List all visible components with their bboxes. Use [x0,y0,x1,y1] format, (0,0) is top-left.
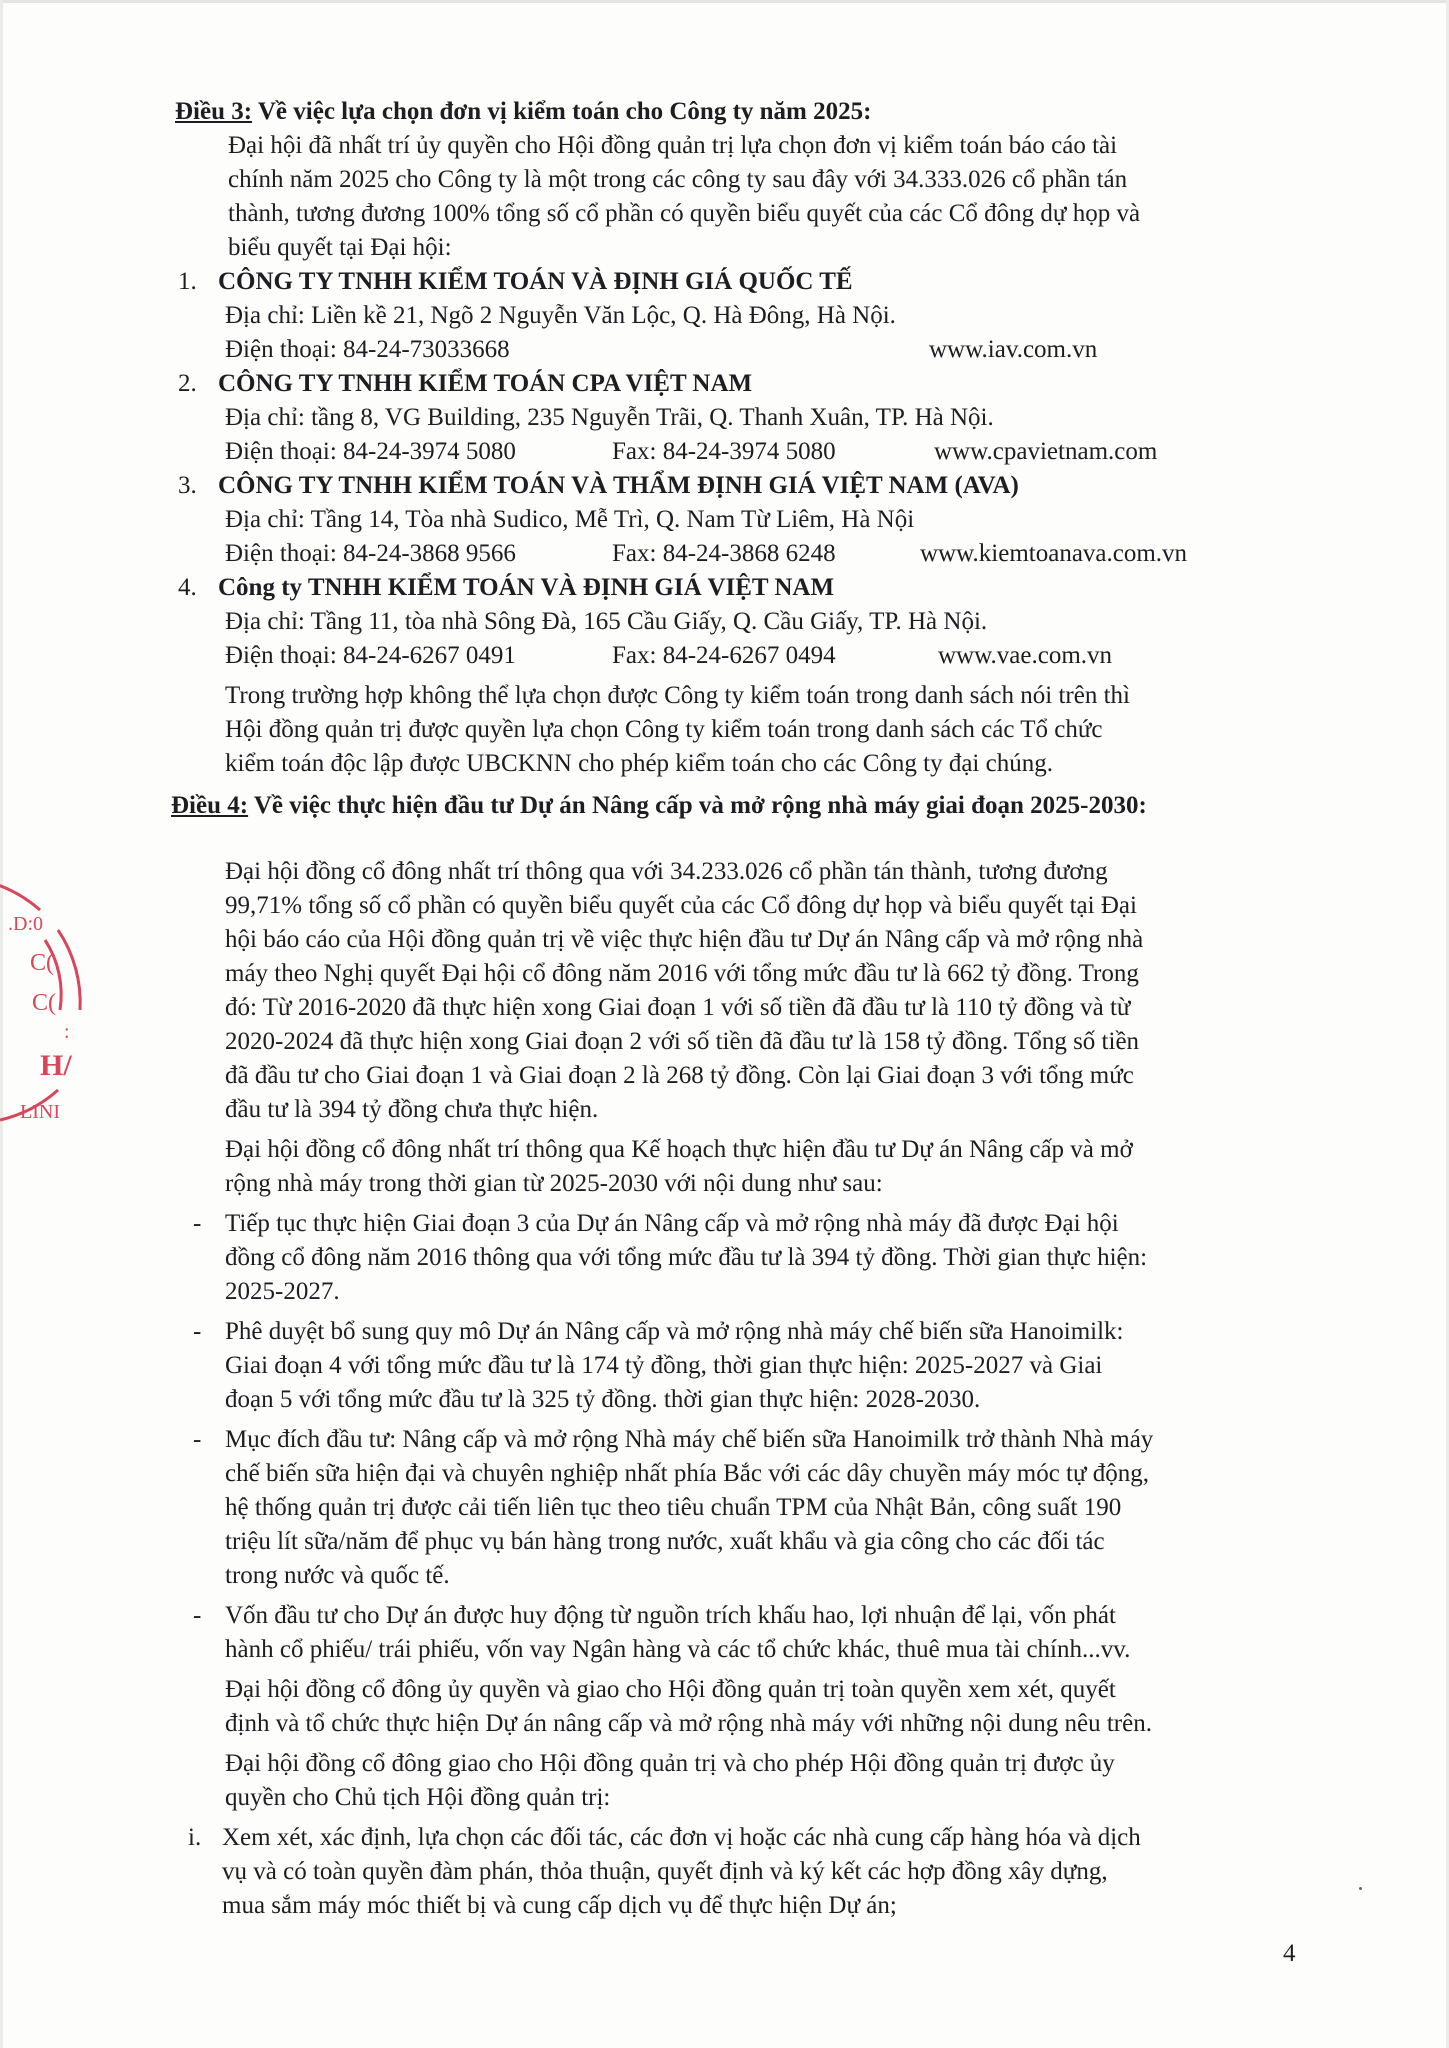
article-4-paragraph-line: Đại hội đồng cổ đông nhất trí thông qua Kế hoạch thực hiện đầu tư Dự án Nâng cấp và mở [225,1136,1133,1163]
article-4-heading [171,790,1147,822]
firm-number: 2. [178,370,197,397]
article-3-intro-line: biểu quyết tại Đại hội: [228,234,452,261]
firm-phone: Điện thoại: 84-24-6267 0491 [225,642,516,669]
bullet-line: Vốn đầu tư cho Dự án được huy động từ nguồn trích khấu hao, lợi nhuận để lại, vốn phát [225,1602,1116,1629]
firm-phone: Điện thoại: 84-24-3868 9566 [225,540,516,567]
scan-speck [1359,1887,1362,1890]
bullet-marker: - [193,1426,202,1453]
firm-address: Địa chỉ: tầng 8, VG Building, 235 Nguyễn Trãi, Q. Thanh Xuân, TP. Hà Nội. [225,404,994,431]
firm-address: Địa chỉ: Tầng 14, Tòa nhà Sudico, Mễ Trì, Q. Nam Từ Liêm, Hà Nội [225,506,915,533]
item-i-line: mua sắm máy móc thiết bị và cung cấp dịch vụ để thực hiện Dự án; [222,1892,897,1919]
svg-text::: : [64,1021,70,1043]
firm-address: Địa chỉ: Liền kề 21, Ngõ 2 Nguyễn Văn Lộc, Q. Hà Đông, Hà Nội. [225,302,896,329]
svg-text:LINI: LINI [20,1101,60,1123]
bullet-line: 2025-2027. [225,1278,340,1305]
firm-number: 3. [178,472,197,499]
scan-edge-top [0,0,1449,3]
article-3-title: Về việc lựa chọn đơn vị kiểm toán cho Công ty năm 2025: [252,98,872,125]
article-3-intro-line: Đại hội đã nhất trí ủy quyền cho Hội đồng quản trị lựa chọn đơn vị kiểm toán báo cáo tài [228,132,1118,159]
firm-phone: Điện thoại: 84-24-73033668 [225,336,510,363]
bullet-marker: - [193,1602,202,1629]
firm-fax: Fax: 84-24-6267 0494 [612,642,836,669]
firm-number: 1. [178,268,197,295]
bullet-marker: - [193,1210,202,1237]
article-3-intro-line: chính năm 2025 cho Công ty là một trong các công ty sau đây với 34.333.026 cổ phần tán [228,166,1128,193]
bullet-line: trong nước và quốc tế. [225,1562,450,1589]
article-4-paragraph-line: Đại hội đồng cổ đông ủy quyền và giao cho Hội đồng quản trị toàn quyền xem xét, quyết [225,1676,1116,1703]
firm-website: www.kiemtoanava.com.vn [920,540,1188,567]
item-i-line: Xem xét, xác định, lựa chọn các đối tác, các đơn vị hoặc các nhà cung cấp hàng hóa và dịch [222,1824,1141,1851]
article-4-paragraph-line: đó: Từ 2016-2020 đã thực hiện xong Giai đoạn 1 với số tiền đã đầu tư là 110 tỷ đồng và từ [225,994,1131,1021]
firm-name: Công ty TNHH KIỂM TOÁN VÀ ĐỊNH GIÁ VIỆT NAM [218,574,835,601]
firm-name: CÔNG TY TNHH KIỂM TOÁN VÀ ĐỊNH GIÁ QUỐC TẾ [218,268,853,295]
article-3-fallback-line: kiểm toán độc lập được UBCKNN cho phép kiểm toán cho các Công ty đại chúng. [225,750,1053,777]
bullet-line: Phê duyệt bổ sung quy mô Dự án Nâng cấp và mở rộng nhà máy chế biến sữa Hanoimilk: [225,1318,1124,1345]
firm-name: CÔNG TY TNHH KIỂM TOÁN CPA VIỆT NAM [218,370,753,397]
svg-text:C(: C( [30,950,54,976]
article-4-paragraph-line: 2020-2024 đã thực hiện xong Giai đoạn 2 với số tiền đã đầu tư là 158 tỷ đồng. Tổng số tiền [225,1028,1140,1055]
bullet-line: đoạn 5 với tổng mức đầu tư là 325 tỷ đồng. thời gian thực hiện: 2028-2030. [225,1386,981,1413]
item-i-number: i. [188,1824,202,1851]
item-i-line: vụ và có toàn quyền đàm phán, thỏa thuận, quyết định và ký kết các hợp đồng xây dựng, [222,1858,1108,1885]
firm-address: Địa chỉ: Tầng 11, tòa nhà Sông Đà, 165 Cầu Giấy, Q. Cầu Giấy, TP. Hà Nội. [225,608,988,635]
bullet-line: đồng cổ đông năm 2016 thông qua với tổng mức đầu tư là 394 tỷ đồng. Thời gian thực hiện: [225,1244,1148,1271]
firm-fax: Fax: 84-24-3974 5080 [612,438,836,465]
bullet-line: hành cổ phiếu/ trái phiếu, vốn vay Ngân hàng và các tổ chức khác, thuê mua tài chính...vv. [225,1636,1131,1663]
svg-text:.D:0: .D:0 [8,913,43,935]
svg-text:C(: C( [32,990,56,1016]
firm-number: 4. [178,574,197,601]
article-4-paragraph-line: đầu tư là 394 tỷ đồng chưa thực hiện. [225,1096,599,1123]
article-4-title: Về việc thực hiện đầu tư Dự án Nâng cấp và mở rộng nhà máy giai đoạn 2025-2030: [248,792,1147,819]
article-4-paragraph-line: hội báo cáo của Hội đồng quản trị về việc thực hiện đầu tư Dự án Nâng cấp và mở rộng nhà [225,926,1144,953]
firm-website: www.cpavietnam.com [934,438,1158,465]
bullet-line: Mục đích đầu tư: Nâng cấp và mở rộng Nhà máy chế biến sữa Hanoimilk trở thành Nhà máy [225,1426,1154,1453]
firm-phone: Điện thoại: 84-24-3974 5080 [225,438,516,465]
article-4-paragraph-line: quyền cho Chủ tịch Hội đồng quản trị: [225,1784,611,1811]
article-4-paragraph-line: đã đầu tư cho Giai đoạn 1 và Giai đoạn 2 là 268 tỷ đồng. Còn lại Giai đoạn 3 với tổng mức [225,1062,1134,1089]
firm-fax: Fax: 84-24-3868 6248 [612,540,836,567]
bullet-line: Giai đoạn 4 với tổng mức đầu tư là 174 tỷ đồng, thời gian thực hiện: 2025-2027 và Giai [225,1352,1103,1379]
article-4-label: Điều 4: [171,792,249,819]
firm-website: www.iav.com.vn [929,336,1098,363]
article-4-paragraph-line: 99,71% tổng số cổ phần có quyền biểu quyết của các Cổ đông dự họp và biểu quyết tại Đại [225,892,1137,919]
article-4-paragraph-line: Đại hội đồng cổ đông giao cho Hội đồng quản trị và cho phép Hội đồng quản trị được ủy [225,1750,1115,1777]
firm-name: CÔNG TY TNHH KIỂM TOÁN VÀ THẨM ĐỊNH GIÁ VIỆT NAM (AVA) [218,472,1019,499]
article-4-paragraph-line: định và tổ chức thực hiện Dự án nâng cấp và mở rộng nhà máy với những nội dung nêu trên. [225,1710,1152,1737]
company-seal-icon [0,870,90,1130]
article-4-paragraph-line: rộng nhà máy trong thời gian từ 2025-2030 với nội dung như sau: [225,1170,883,1197]
bullet-line: triệu lít sữa/năm để phục vụ bán hàng trong nước, xuất khẩu và gia công cho các đối tác [225,1528,1105,1555]
article-3-heading [175,96,871,128]
article-3-intro-line: thành, tương đương 100% tổng số cổ phần có quyền biểu quyết của các Cổ đông dự họp và [228,200,1141,227]
article-4-paragraph-line: máy theo Nghị quyết Đại hội cổ đông năm 2016 với tổng mức đầu tư là 662 tỷ đồng. Trong [225,960,1139,987]
article-3-fallback-line: Hội đồng quản trị được quyền lựa chọn Công ty kiểm toán trong danh sách các Tổ chức [225,716,1103,743]
bullet-line: Tiếp tục thực hiện Giai đoạn 3 của Dự án Nâng cấp và mở rộng nhà máy đã được Đại hội [225,1210,1119,1237]
bullet-line: hệ thống quản trị được cải tiến liên tục theo tiêu chuẩn TPM của Nhật Bản, công suất 190 [225,1494,1122,1521]
article-4-paragraph-line: Đại hội đồng cổ đông nhất trí thông qua với 34.233.026 cổ phần tán thành, tương đương [225,858,1108,885]
bullet-marker: - [193,1318,202,1345]
bullet-line: chế biến sữa hiện đại và chuyên nghiệp nhất phía Bắc với các dây chuyền máy móc tự động, [225,1460,1150,1487]
firm-website: www.vae.com.vn [938,642,1113,669]
svg-text:H/: H/ [40,1049,72,1082]
article-3-label: Điều 3: [175,98,253,125]
article-3-fallback-line: Trong trường hợp không thể lựa chọn được Công ty kiểm toán trong danh sách nói trên thì [225,682,1130,709]
page-number: 4 [1283,1940,1296,1967]
